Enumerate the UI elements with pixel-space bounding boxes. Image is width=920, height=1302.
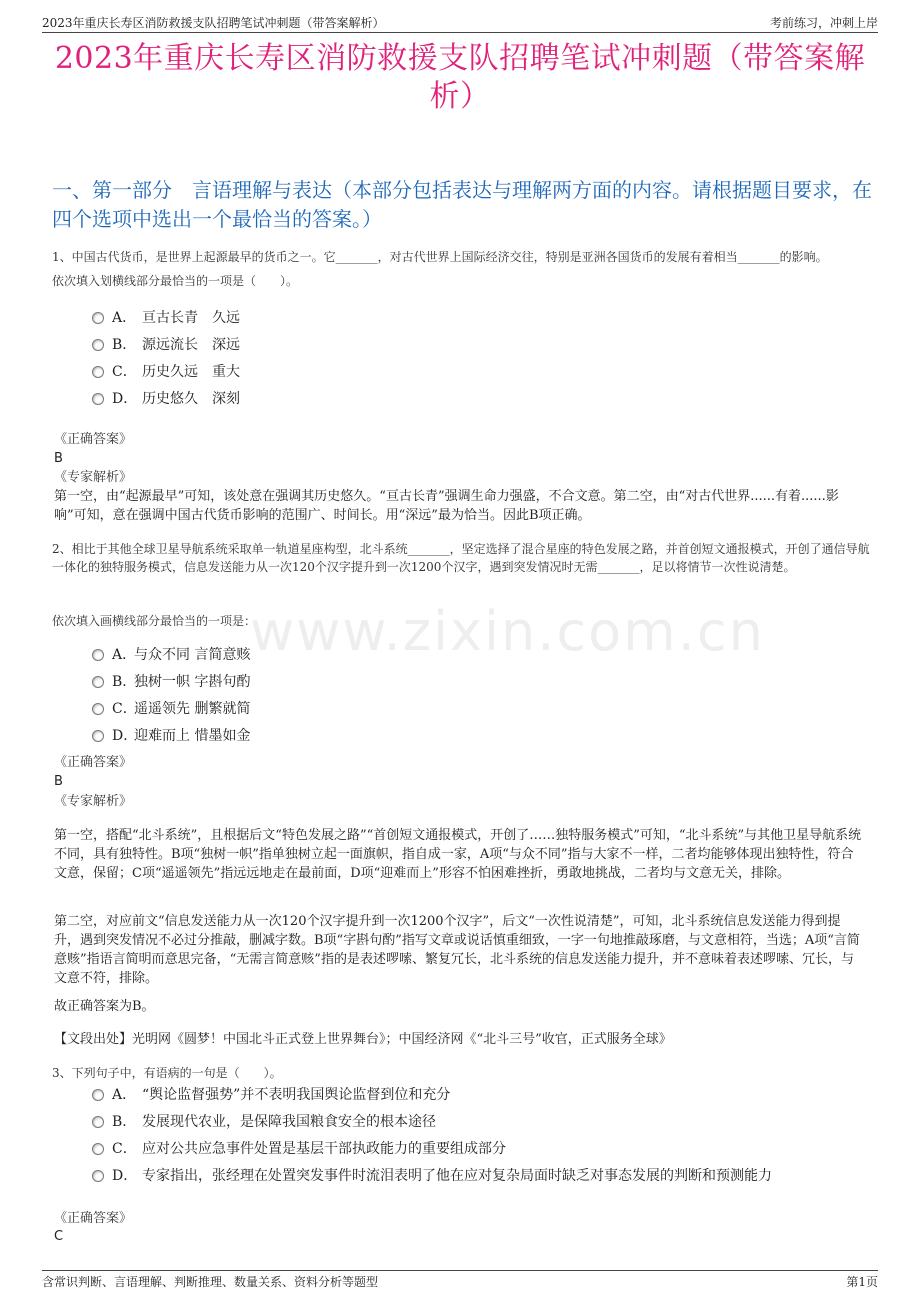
question-2-instruction: 依次填入画横线部分最恰当的一项是： <box>52 614 257 628</box>
q2-option-c[interactable]: C．遥遥领先 删繁就简 <box>92 700 250 718</box>
radio-icon[interactable] <box>92 1089 104 1101</box>
radio-icon[interactable] <box>92 649 104 661</box>
q2-analysis-label: 《专家解析》 <box>54 794 133 809</box>
q3-option-a[interactable]: A． “舆论监督强势”并不表明我国舆论监督到位和充分 <box>92 1086 450 1104</box>
radio-icon[interactable] <box>92 393 104 405</box>
watermark: www.zixin.com.cn <box>250 600 765 663</box>
page-title-line-1: 2023年重庆长寿区消防救援支队招聘笔试冲刺题（带答案解 <box>54 41 866 76</box>
page-header <box>42 14 878 33</box>
q1-option-b[interactable]: B． 源远流长 深远 <box>92 336 240 354</box>
q2-option-b[interactable]: B．独树一帜 字斟句酌 <box>92 673 250 691</box>
q2-answer: B <box>54 774 63 789</box>
radio-icon[interactable] <box>92 703 104 715</box>
radio-icon[interactable] <box>92 339 104 351</box>
radio-icon[interactable] <box>92 312 104 324</box>
header-slogan: 考前练习，冲刺上岸 <box>769 16 878 30</box>
q1-analysis-label: 《专家解析》 <box>54 470 133 485</box>
q2-option-a[interactable]: A．与众不同 言简意赅 <box>92 646 250 664</box>
question-2-stem: 2、相比于其他全球卫星导航系统采取单一轨道星座构型，北斗系统_______，坚定选择了混合星座的特色发展之路，并首创短文通报模式，开创了通信导航一体化的独特服务模式，信息发送能力从一次120个汉字提升到一次1200个汉字，遇到突发情况时无需_______，足以将情节一次性说清楚。 <box>52 542 870 574</box>
radio-icon[interactable] <box>92 1116 104 1128</box>
q1-analysis: 第一空，由“起源最早”可知，该处意在强调其历史悠久。“亘古长青”强调生命力强盛，不合文意。第二空，由“对古代世界......有着......影响”可知，意在强调中国古代货币影响的范围广、时间长。用“深远”最为恰当。因此B项正确。 <box>54 489 839 523</box>
q3-option-c[interactable]: C． 应对公共应急事件处置是基层干部执政能力的重要组成部分 <box>92 1140 506 1158</box>
q3-option-d[interactable]: D． 专家指出，张经理在处置突发事件时流泪表明了他在应对复杂局面时缺乏对事态发展的判断和预测能力 <box>92 1167 772 1185</box>
q3-option-b[interactable]: B． 发展现代农业，是保障我国粮食安全的根本途径 <box>92 1113 436 1131</box>
question-1-instruction: 依次填入划横线部分最恰当的一项是（ ）。 <box>52 274 299 288</box>
q2-source: 【文段出处】光明网《圆梦！中国北斗正式登上世界舞台》；中国经济网《“北斗三号”收官，正式服务全球》 <box>54 1032 672 1047</box>
q2-option-d[interactable]: D．迎难而上 惜墨如金 <box>92 727 250 745</box>
footer-topics: 含常识判断、言语理解、判断推理、数量关系、资料分析等题型 <box>42 1275 379 1289</box>
radio-icon[interactable] <box>92 676 104 688</box>
q1-option-d[interactable]: D． 历史悠久 深刻 <box>92 390 240 408</box>
q2-analysis-paragraph-1: 第一空，搭配“北斗系统”，且根据后文“特色发展之路”“首创短文通报模式，开创了……独特服务模式”可知，“北斗系统”与其他卫星导航系统不同，具有独特性。B项“独树一帜”指单独树立起一面旗帜，指自成一家，A项“与众不同”指与大家不一样，二者均能够体现出独特性，符合文意，保留；C项“遥遥领先”指远远地走在最前面，D项“迎难而上”形容不怕困难挫折，勇敢地挑战，二者均与文意无关，排除。 <box>54 828 862 881</box>
q2-analysis-paragraph-2: 第二空，对应前文“信息发送能力从一次120个汉字提升到一次1200个汉字”，后文“一次性说清楚”，可知，北斗系统信息发送能力得到提升，遇到突发情况不必过分推敲，删减字数。B项“字斟句酌”指写文章或说话慎重细致，一字一句地推敲琢磨，与文意相符，当选；A项“言简意赅”指语言简明而意思完备，“无需言简意赅”指的是表述啰嗦、繁复冗长，北斗系统的信息发送能力提升，并不意味着表述啰嗦、冗长，与文意不符，排除。 <box>54 914 860 986</box>
section-heading: 一、第一部分 言语理解与表达（本部分包括表达与理解两方面的内容。请根据题目要求，在四个选项中选出一个最恰当的答案。） <box>52 178 872 231</box>
q1-answer: B <box>54 451 63 466</box>
page-title <box>50 40 870 116</box>
header-doc-title: 2023年重庆长寿区消防救援支队招聘笔试冲刺题（带答案解析） <box>42 16 385 30</box>
radio-icon[interactable] <box>92 1170 104 1182</box>
question-3-stem: 3、下列句子中，有语病的一句是（ ）。 <box>52 1066 282 1080</box>
q2-analysis-conclusion: 故正确答案为B。 <box>54 999 155 1014</box>
q3-answer: C <box>54 1229 64 1244</box>
q1-option-c[interactable]: C． 历史久远 重大 <box>92 363 240 381</box>
radio-icon[interactable] <box>92 730 104 742</box>
q1-option-a[interactable]: A． 亘古长青 久远 <box>92 309 240 327</box>
radio-icon[interactable] <box>92 1143 104 1155</box>
question-1-stem: 1、中国古代货币，是世界上起源最早的货币之一。它_______，对古代世界上国际经济交往，特别是亚洲各国货币的发展有着相当_______的影响。 <box>52 250 828 264</box>
question-1 <box>52 248 872 290</box>
radio-icon[interactable] <box>92 366 104 378</box>
q1-answer-label: 《正确答案》 <box>54 432 133 447</box>
page-title-line-2: 析） <box>429 79 491 114</box>
q3-answer-label: 《正确答案》 <box>54 1211 133 1226</box>
page-number: 第1页 <box>846 1275 878 1289</box>
question-2 <box>52 540 872 576</box>
page-footer <box>42 1270 878 1291</box>
question-3 <box>52 1064 872 1082</box>
q2-answer-label: 《正确答案》 <box>54 755 133 770</box>
